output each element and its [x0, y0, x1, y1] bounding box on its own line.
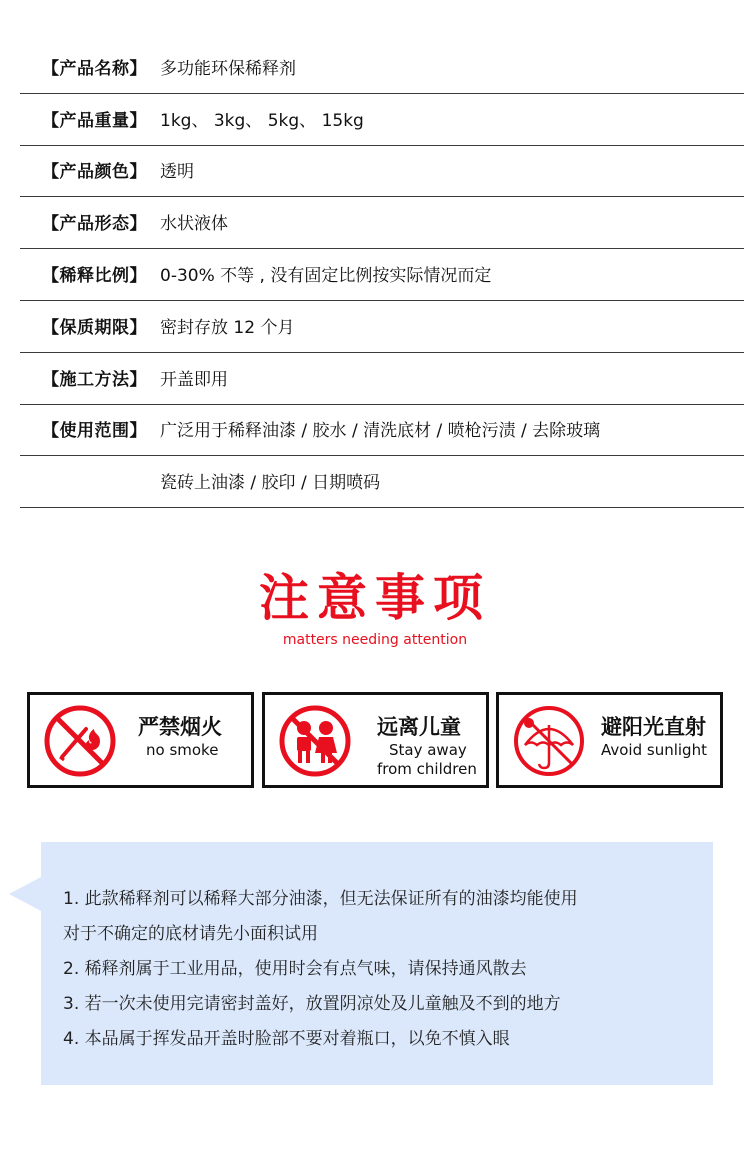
- warning-english: Stay away: [389, 741, 467, 759]
- warning-title: 避阳光直射: [601, 715, 706, 739]
- tips-panel: [41, 842, 713, 1085]
- warning-sunlight: [496, 692, 723, 788]
- spec-row-shelf-life: [20, 301, 744, 353]
- no-smoke-icon: [42, 703, 118, 779]
- spec-row-weight: [20, 94, 744, 146]
- warning-title: 远离儿童: [377, 715, 461, 739]
- warning-children: [262, 692, 489, 788]
- spec-row-form: [20, 197, 744, 249]
- spec-row-usage: [20, 405, 744, 457]
- spec-value: 0-30% 不等 , 没有固定比例按实际情况而定: [160, 265, 492, 286]
- warning-title: 严禁烟火: [138, 715, 222, 739]
- spec-value: 透明: [160, 162, 194, 183]
- spec-row-color: [20, 146, 744, 198]
- spec-label: 【产品颜色】: [42, 162, 147, 183]
- spec-label: 【产品重量】: [42, 110, 147, 131]
- spec-value: 水状液体: [160, 214, 228, 235]
- warning-english: Avoid sunlight: [601, 741, 707, 759]
- tip-line: 3. 若一次未使用完请密封盖好，放置阴凉处及儿童触及不到的地方: [63, 994, 561, 1014]
- spec-table: [20, 42, 744, 508]
- warning-english: no smoke: [146, 741, 219, 759]
- warning-no-smoke: [27, 692, 254, 788]
- notice-title: 注意事项: [259, 569, 491, 627]
- spec-value: 瓷砖上油漆 / 胶印 / 日期喷码: [160, 473, 381, 494]
- spec-value: 广泛用于稀释油漆 / 胶水 / 清洗底材 / 喷枪污渍 / 去除玻璃: [160, 421, 601, 442]
- spec-value: 多功能环保稀释剂: [160, 58, 296, 79]
- spec-row-name: [20, 42, 744, 94]
- spec-label: 【使用范围】: [42, 421, 147, 442]
- spec-label: 【稀释比例】: [42, 265, 147, 286]
- tip-line: 2. 稀释剂属于工业用品，使用时会有点气味，请保持通风散去: [63, 959, 527, 979]
- spec-row-ratio: [20, 249, 744, 301]
- children-icon: [277, 703, 353, 779]
- spec-value: 开盖即用: [160, 369, 228, 390]
- umbrella-icon: [511, 703, 587, 779]
- spec-label: 【产品形态】: [42, 214, 147, 235]
- spec-value: 1kg、 3kg、 5kg、 15kg: [160, 110, 364, 131]
- spec-label: 【产品名称】: [42, 58, 147, 79]
- spec-row-usage-cont: [20, 456, 744, 508]
- tip-line: 4. 本品属于挥发品开盖时脸部不要对着瓶口，以免不慎入眼: [63, 1029, 510, 1049]
- tip-line: 1. 此款稀释剂可以稀释大部分油漆，但无法保证所有的油漆均能使用: [63, 889, 578, 909]
- notice-subtitle: matters needing attention: [282, 632, 468, 648]
- spec-label: 【施工方法】: [42, 369, 147, 390]
- spec-row-method: [20, 353, 744, 405]
- spec-value: 密封存放 12 个月: [160, 317, 295, 338]
- speech-pointer: [9, 877, 41, 911]
- spec-label: 【保质期限】: [42, 317, 147, 338]
- warning-english-line2: from children: [377, 760, 477, 778]
- tip-line: 对于不确定的底材请先小面积试用: [63, 924, 318, 944]
